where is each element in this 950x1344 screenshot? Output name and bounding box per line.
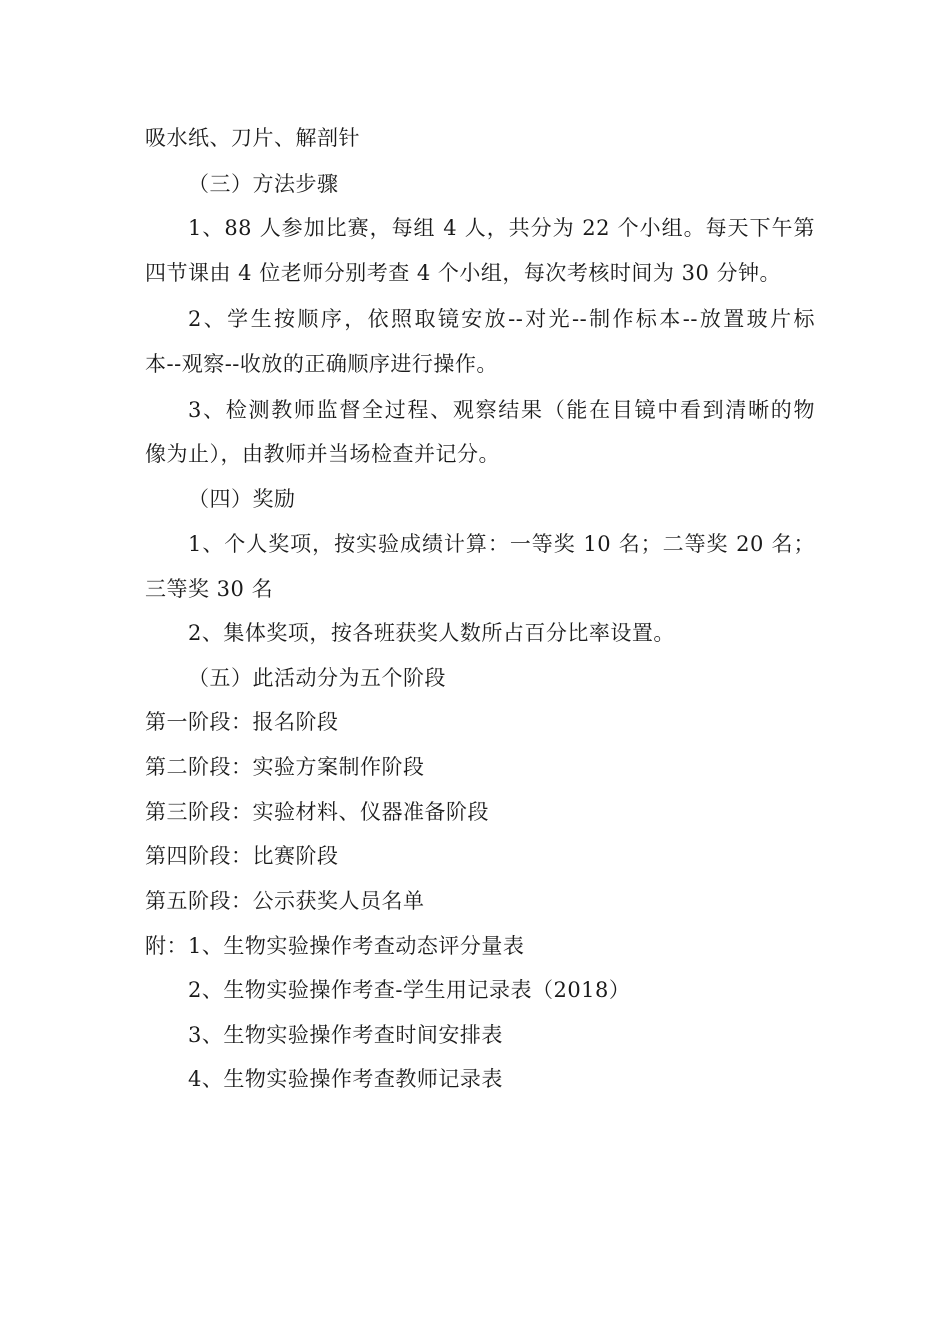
section-heading-stages: （五）此活动分为五个阶段 bbox=[188, 666, 446, 690]
stage-item: 第四阶段：比赛阶段 bbox=[145, 844, 339, 868]
appendix-item: 2、生物实验操作考查-学生用记录表（2018） bbox=[188, 978, 631, 1002]
paragraph-line: 3、检测教师监督全过程、观察结果（能在目镜中看到清晰的物 bbox=[188, 398, 815, 422]
paragraph-line: 本--观察--收放的正确顺序进行操作。 bbox=[145, 352, 498, 376]
stage-item: 第一阶段：报名阶段 bbox=[145, 710, 339, 734]
stage-item: 第五阶段：公示获奖人员名单 bbox=[145, 889, 425, 913]
paragraph-line: 像为止），由教师并当场检查并记分。 bbox=[145, 442, 500, 466]
stage-item: 第二阶段：实验方案制作阶段 bbox=[145, 755, 425, 779]
paragraph-line: 2、学生按顺序，依照取镜安放--对光--制作标本--放置玻片标 bbox=[188, 307, 815, 331]
text-line-materials: 吸水纸、刀片、解剖针 bbox=[145, 126, 360, 150]
paragraph-line: 1、个人奖项，按实验成绩计算：一等奖 10 名；二等奖 20 名； bbox=[188, 532, 815, 556]
paragraph-line: 四节课由 4 位老师分别考查 4 个小组，每次考核时间为 30 分钟。 bbox=[145, 261, 781, 285]
paragraph-line: 1、88 人参加比赛，每组 4 人，共分为 22 个小组。每天下午第 bbox=[188, 216, 815, 240]
paragraph-line: 2、集体奖项，按各班获奖人数所占百分比率设置。 bbox=[188, 621, 675, 645]
section-heading-awards: （四）奖励 bbox=[188, 487, 296, 511]
appendix-item: 附：1、生物实验操作考查动态评分量表 bbox=[145, 934, 525, 958]
paragraph-line: 三等奖 30 名 bbox=[145, 577, 274, 601]
appendix-item: 4、生物实验操作考查教师记录表 bbox=[188, 1067, 503, 1091]
stage-item: 第三阶段：实验材料、仪器准备阶段 bbox=[145, 800, 489, 824]
section-heading-methods: （三）方法步骤 bbox=[188, 172, 339, 196]
appendix-item: 3、生物实验操作考查时间安排表 bbox=[188, 1023, 503, 1047]
